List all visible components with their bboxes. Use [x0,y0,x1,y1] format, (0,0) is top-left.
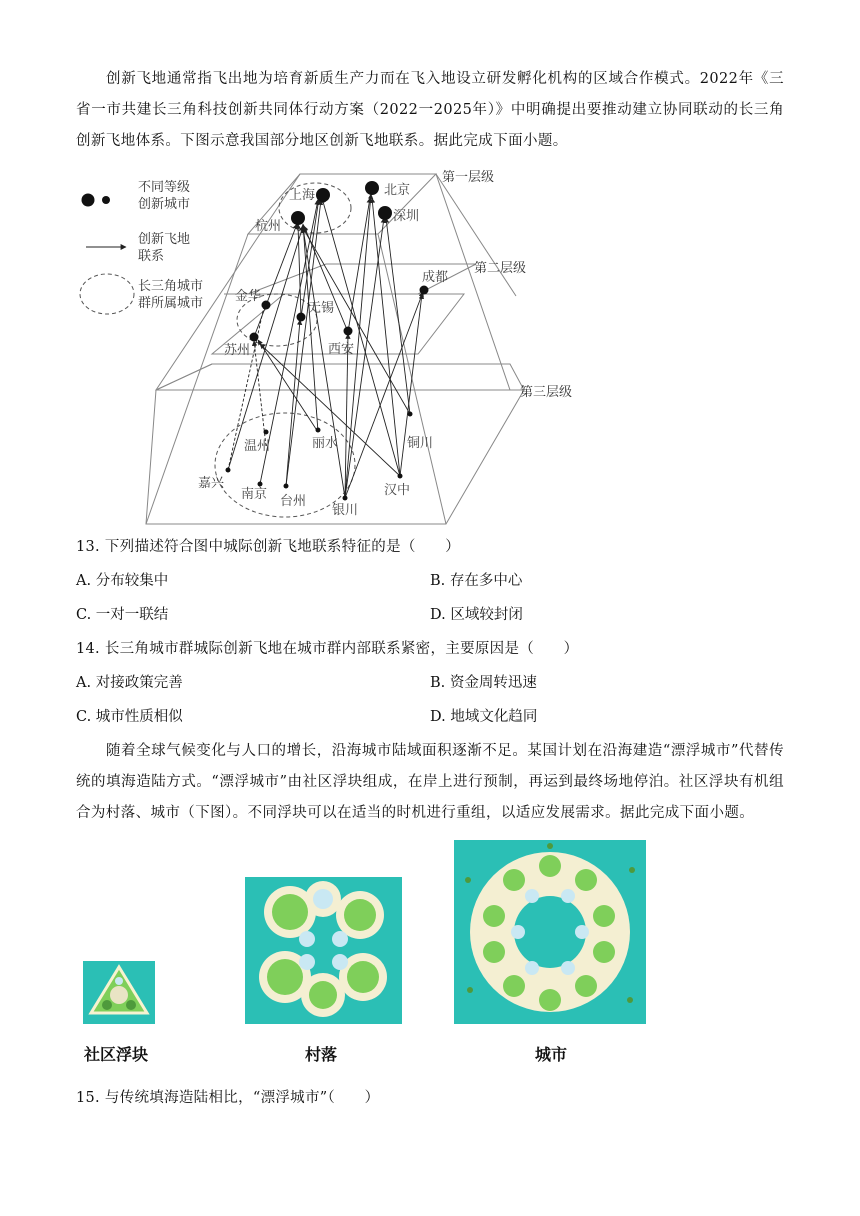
city-label-chengdu: 成都 [422,270,449,285]
q14-option-b[interactable]: B. 资金周转迅速 [430,675,537,691]
legend [80,180,203,314]
legend-dashed-ellipse-icon [80,274,134,314]
city-node-beijing [365,181,379,195]
community-float-illustration [83,961,155,1024]
legend-large-dot-icon [82,194,95,207]
city-node-chengdu [420,286,429,295]
village-illustration [245,877,402,1024]
legend-cities-label: 不同等级创新城市 [138,180,191,212]
city-node-xian [344,327,353,336]
legend-links-label: 创新飞地联系 [138,232,191,264]
city-label-jiaxing: 嘉兴 [198,476,225,491]
city-node-shanghai [316,188,330,202]
city-illustration [454,840,646,1024]
city-label-nanjing: 南京 [241,487,268,502]
city-node-jinhua [262,301,271,310]
city-label-shanghai: 上海 [289,188,316,203]
city-label-wenzhou: 温州 [244,439,271,454]
passage-2: 随着全球气候变化与人口的增长，沿海城市陆域面积逐渐不足。某国计划在沿海建造“漂浮城市”代替传统的填海造陆方式。“漂浮城市”由社区浮块组成，在岸上进行预制，再运到最终场地停泊。社区浮块有机组合为村落、城市（下图）。不同浮块可以在适当的时机进行重组，以适应发展需求。据此完成下面小题。 [76,743,784,821]
level-2-label: 第二层级 [474,261,527,276]
city-node-hangzhou [291,211,305,225]
q13-option-d[interactable]: D. 区域较封闭 [430,607,523,623]
question-13-stem: 13. 下列描述符合图中城际创新飞地联系特征的是（ ） [76,539,461,555]
city-node-suzhou [250,333,259,342]
city-node-wuxi [297,313,306,322]
city-node-yinchuan [343,496,348,501]
caption-city: 城市 [535,1045,568,1064]
legend-cluster-label: 长三角城市群所属城市 [138,279,204,311]
q14-option-a[interactable]: A. 对接政策完善 [76,675,183,691]
q13-option-c[interactable]: C. 一对一联结 [76,607,169,623]
legend-small-dot-icon [102,196,110,204]
level-1-label: 第一层级 [442,170,495,185]
city-label-taizhou: 台州 [280,494,307,509]
city-node-jiaxing [226,468,231,473]
question-15-stem: 15. 与传统填海造陆相比，“漂浮城市”（ ） [76,1090,380,1106]
innovation-enclave-diagram [70,168,630,530]
question-14-stem: 14. 长三角城市群城际创新飞地在城市群内部联系紧密，主要原因是（ ） [76,641,579,657]
city-node-taizhou [284,484,289,489]
city-label-beijing: 北京 [384,183,411,198]
city-node-tongchuan [408,412,413,417]
city-label-yinchuan: 银川 [332,503,359,518]
city-node-shenzhen [378,206,392,220]
passage-1: 创新飞地通常指飞出地为培育新质生产力而在飞入地设立研发孵化机构的区域合作模式。2022年《三省一市共建长三角科技创新共同体行动方案（2022一2025年）》中明确提出要推动建立协同联动的长三角创新飞地体系。下图示意我国部分地区创新飞地联系。据此完成下面小题。 [76,71,784,149]
city-label-hangzhou: 杭州 [255,219,282,234]
city-label-shenzhen: 深圳 [393,209,420,224]
city-label-tongchuan: 铜川 [407,436,434,451]
city-label-xian: 西安 [328,342,355,357]
city-label-wuxi: 无锡 [308,301,335,316]
city-label-suzhou: 苏州 [224,343,251,358]
city-node-lishui [316,428,321,433]
q14-option-d[interactable]: D. 地域文化趋同 [430,709,538,725]
city-label-hanzhong: 汉中 [384,483,411,498]
level-3-label: 第三层级 [520,385,573,400]
city-node-hanzhong [398,474,403,479]
city-node-wenzhou [264,430,269,435]
q13-option-b[interactable]: B. 存在多中心 [430,573,523,589]
city-label-jinhua: 金华 [235,289,262,304]
caption-village: 村落 [305,1045,338,1064]
q13-option-a[interactable]: A. 分布较集中 [76,573,169,589]
q14-option-c[interactable]: C. 城市性质相似 [76,709,183,725]
city-label-lishui: 丽水 [312,436,339,451]
caption-community-float: 社区浮块 [84,1045,149,1064]
city-node-nanjing [258,482,263,487]
